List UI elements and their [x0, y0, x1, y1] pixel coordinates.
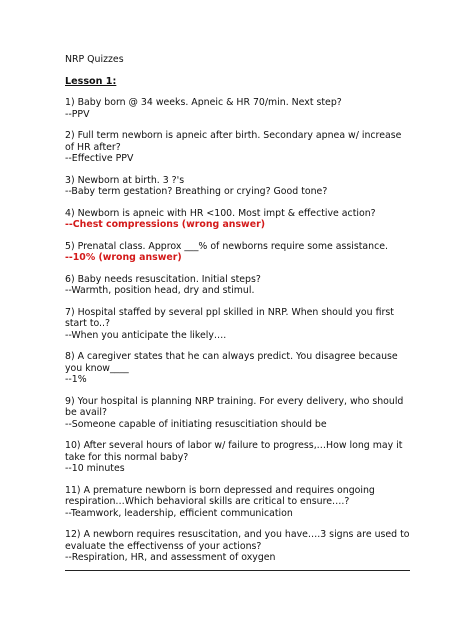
document-title: NRP Quizzes	[65, 54, 124, 65]
quiz-answer: --Teamwork, leadership, efficient communication	[65, 507, 293, 519]
quiz-item-1	[65, 97, 410, 120]
quiz-answer: --1%	[65, 374, 87, 385]
document-content	[65, 54, 410, 574]
quiz-question: 7) Hospital staffed by several ppl skilled in NRP. When should you first start to..?	[65, 306, 394, 329]
quiz-answer: --10 minutes	[65, 463, 125, 474]
quiz-answer: --Baby term gestation? Breathing or crying? Good tone?	[65, 186, 328, 197]
quiz-item-10	[65, 440, 410, 475]
quiz-item-6	[65, 274, 410, 297]
quiz-answer: --Warmth, position head, dry and stimul.	[65, 285, 255, 296]
quiz-item-2	[65, 130, 410, 165]
quiz-question: 11) A premature newborn is born depressed and requires ongoing respiration…Which behavioral skills are critical to ensure….?	[65, 484, 375, 507]
quiz-answer: --PPV	[65, 108, 90, 120]
quiz-question: 2) Full term newborn is apneic after birth. Secondary apnea w/ increase of HR after?	[65, 130, 402, 153]
quiz-question: 5) Prenatal class. Approx ___% of newborns require some assistance.	[65, 240, 388, 252]
quiz-item-4	[65, 208, 410, 231]
quiz-item-12	[65, 529, 410, 564]
quiz-item-5	[65, 241, 410, 264]
quiz-item-11	[65, 485, 410, 520]
bottom-divider	[65, 570, 410, 571]
quiz-question: 8) A caregiver states that he can always predict. You disagree because you know____	[65, 351, 398, 374]
quiz-question: 6) Baby needs resuscitation. Initial steps?	[65, 273, 261, 285]
quiz-answer-wrong: --Chest compressions (wrong answer)	[65, 219, 265, 230]
quiz-item-7	[65, 307, 410, 342]
quiz-answer: --Someone capable of initiating resuscitiation should be	[65, 418, 327, 430]
lesson-heading: Lesson 1:	[65, 75, 117, 87]
quiz-answer-wrong: --10% (wrong answer)	[65, 252, 182, 263]
quiz-item-9	[65, 396, 410, 431]
quiz-question: 3) Newborn at birth. 3 ?'s	[65, 174, 185, 186]
quiz-question: 10) After several hours of labor w/ failure to progress,…How long may it take for this normal baby?	[65, 440, 403, 463]
quiz-answer: --When you anticipate the likely….	[65, 329, 227, 341]
quiz-question: 9) Your hospital is planning NRP training. For every delivery, who should be avail?	[65, 395, 404, 418]
quiz-item-8	[65, 351, 410, 386]
quiz-question: 1) Baby born @ 34 weeks. Apneic & HR 70/min. Next step?	[65, 97, 342, 108]
quiz-question: 12) A newborn requires resuscitation, and you have….3 signs are used to evaluate the effectivenss of your actions?	[65, 529, 410, 552]
quiz-question: 4) Newborn is apneic with HR <100. Most impt & effective action?	[65, 207, 376, 219]
quiz-item-3	[65, 175, 410, 198]
quiz-answer: --Effective PPV	[65, 153, 134, 164]
quiz-answer: --Respiration, HR, and assessment of oxygen	[65, 552, 276, 563]
